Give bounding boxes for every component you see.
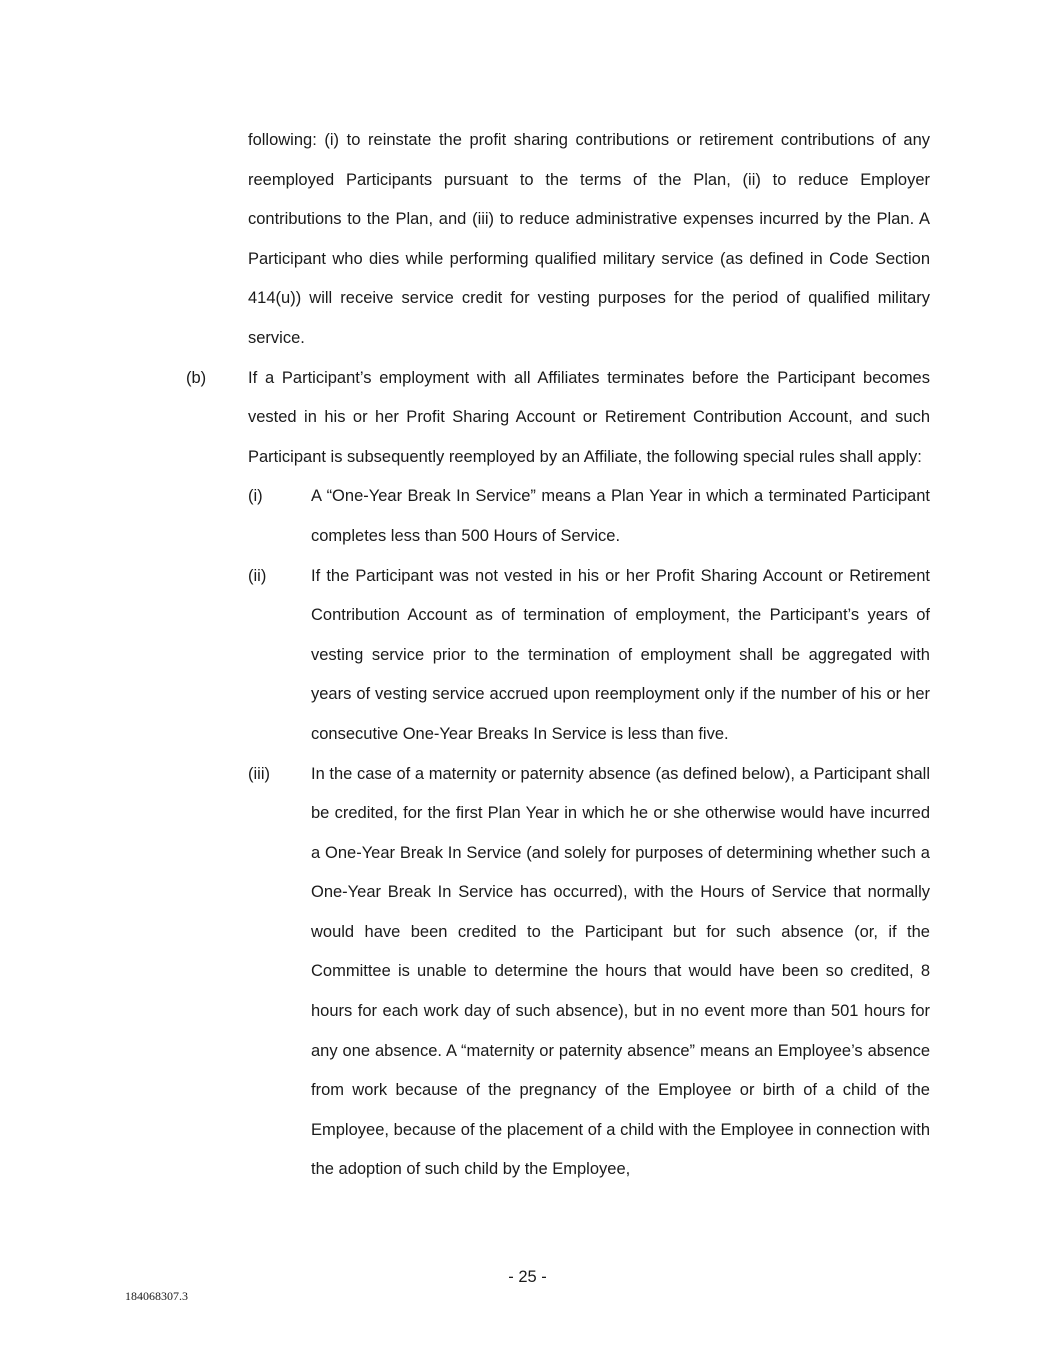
subitem-iii-label: (iii) [248,764,270,783]
section-b [0,359,1055,478]
page-number: - 25 - [508,1268,547,1286]
subitem-i [0,477,1055,556]
subitem-ii-label: (ii) [248,566,267,585]
section-b-text: If a Participant’s employment with all Affiliates terminates before the Participant becomes vested in his or her Profit Sharing Account or Retirement Contribution Account, and such Participant is subsequently reemployed by an Affiliate, the following special rules shall apply: [248,368,930,466]
document-id: 184068307.3 [125,1289,188,1303]
subitem-i-label: (i) [248,487,263,506]
subitem-ii-text: If the Participant was not vested in his or her Profit Sharing Account or Retirement Contribution Account as of termination of employment, the Participant’s years of vesting service prior to the termination of employment shall be aggregated with years of vesting service accrued upon reemployment only if the number of his or her consecutive One-Year Breaks In Service is less than five. [311,566,930,743]
subitem-ii [0,557,1055,755]
document-body [0,121,1055,1190]
subitem-iii [0,755,1055,1191]
section-b-label: (b) [186,368,207,387]
subitem-i-text: A “One-Year Break In Service” means a Plan Year in which a terminated Participant completes less than 500 Hours of Service. [311,487,930,545]
continuation-paragraph: following: (i) to reinstate the profit sharing contributions or retirement contributions of any reemployed Participants pursuant to the terms of the Plan, (ii) to reduce Employer contributions to the Plan, and (iii) to reduce administrative expenses incurred by the Plan. A Participant who dies while performing qualified military service (as defined in Code Section 414(u)) will receive service credit for vesting purposes for the period of qualified military service. [248,131,930,347]
subitem-iii-text: In the case of a maternity or paternity absence (as defined below), a Participant shall be credited, for the first Plan Year in which he or she otherwise would have incurred a One-Year Break In Service (and solely for purposes of determining whether such a One-Year Break In Service has occurred), with the Hours of Service that normally would have been credited to the Participant but for such absence (or, if the Committee is unable to determine the hours that would have been so credited, 8 hours for each work day of such absence), but in no event more than 501 hours for any one absence. A “maternity or paternity absence” means an Employee’s absence from work because of the pregnancy of the Employee or birth of a child of the Employee, because of the placement of a child with the Employee in connection with the adoption of such child by the Employee, [311,764,930,1179]
